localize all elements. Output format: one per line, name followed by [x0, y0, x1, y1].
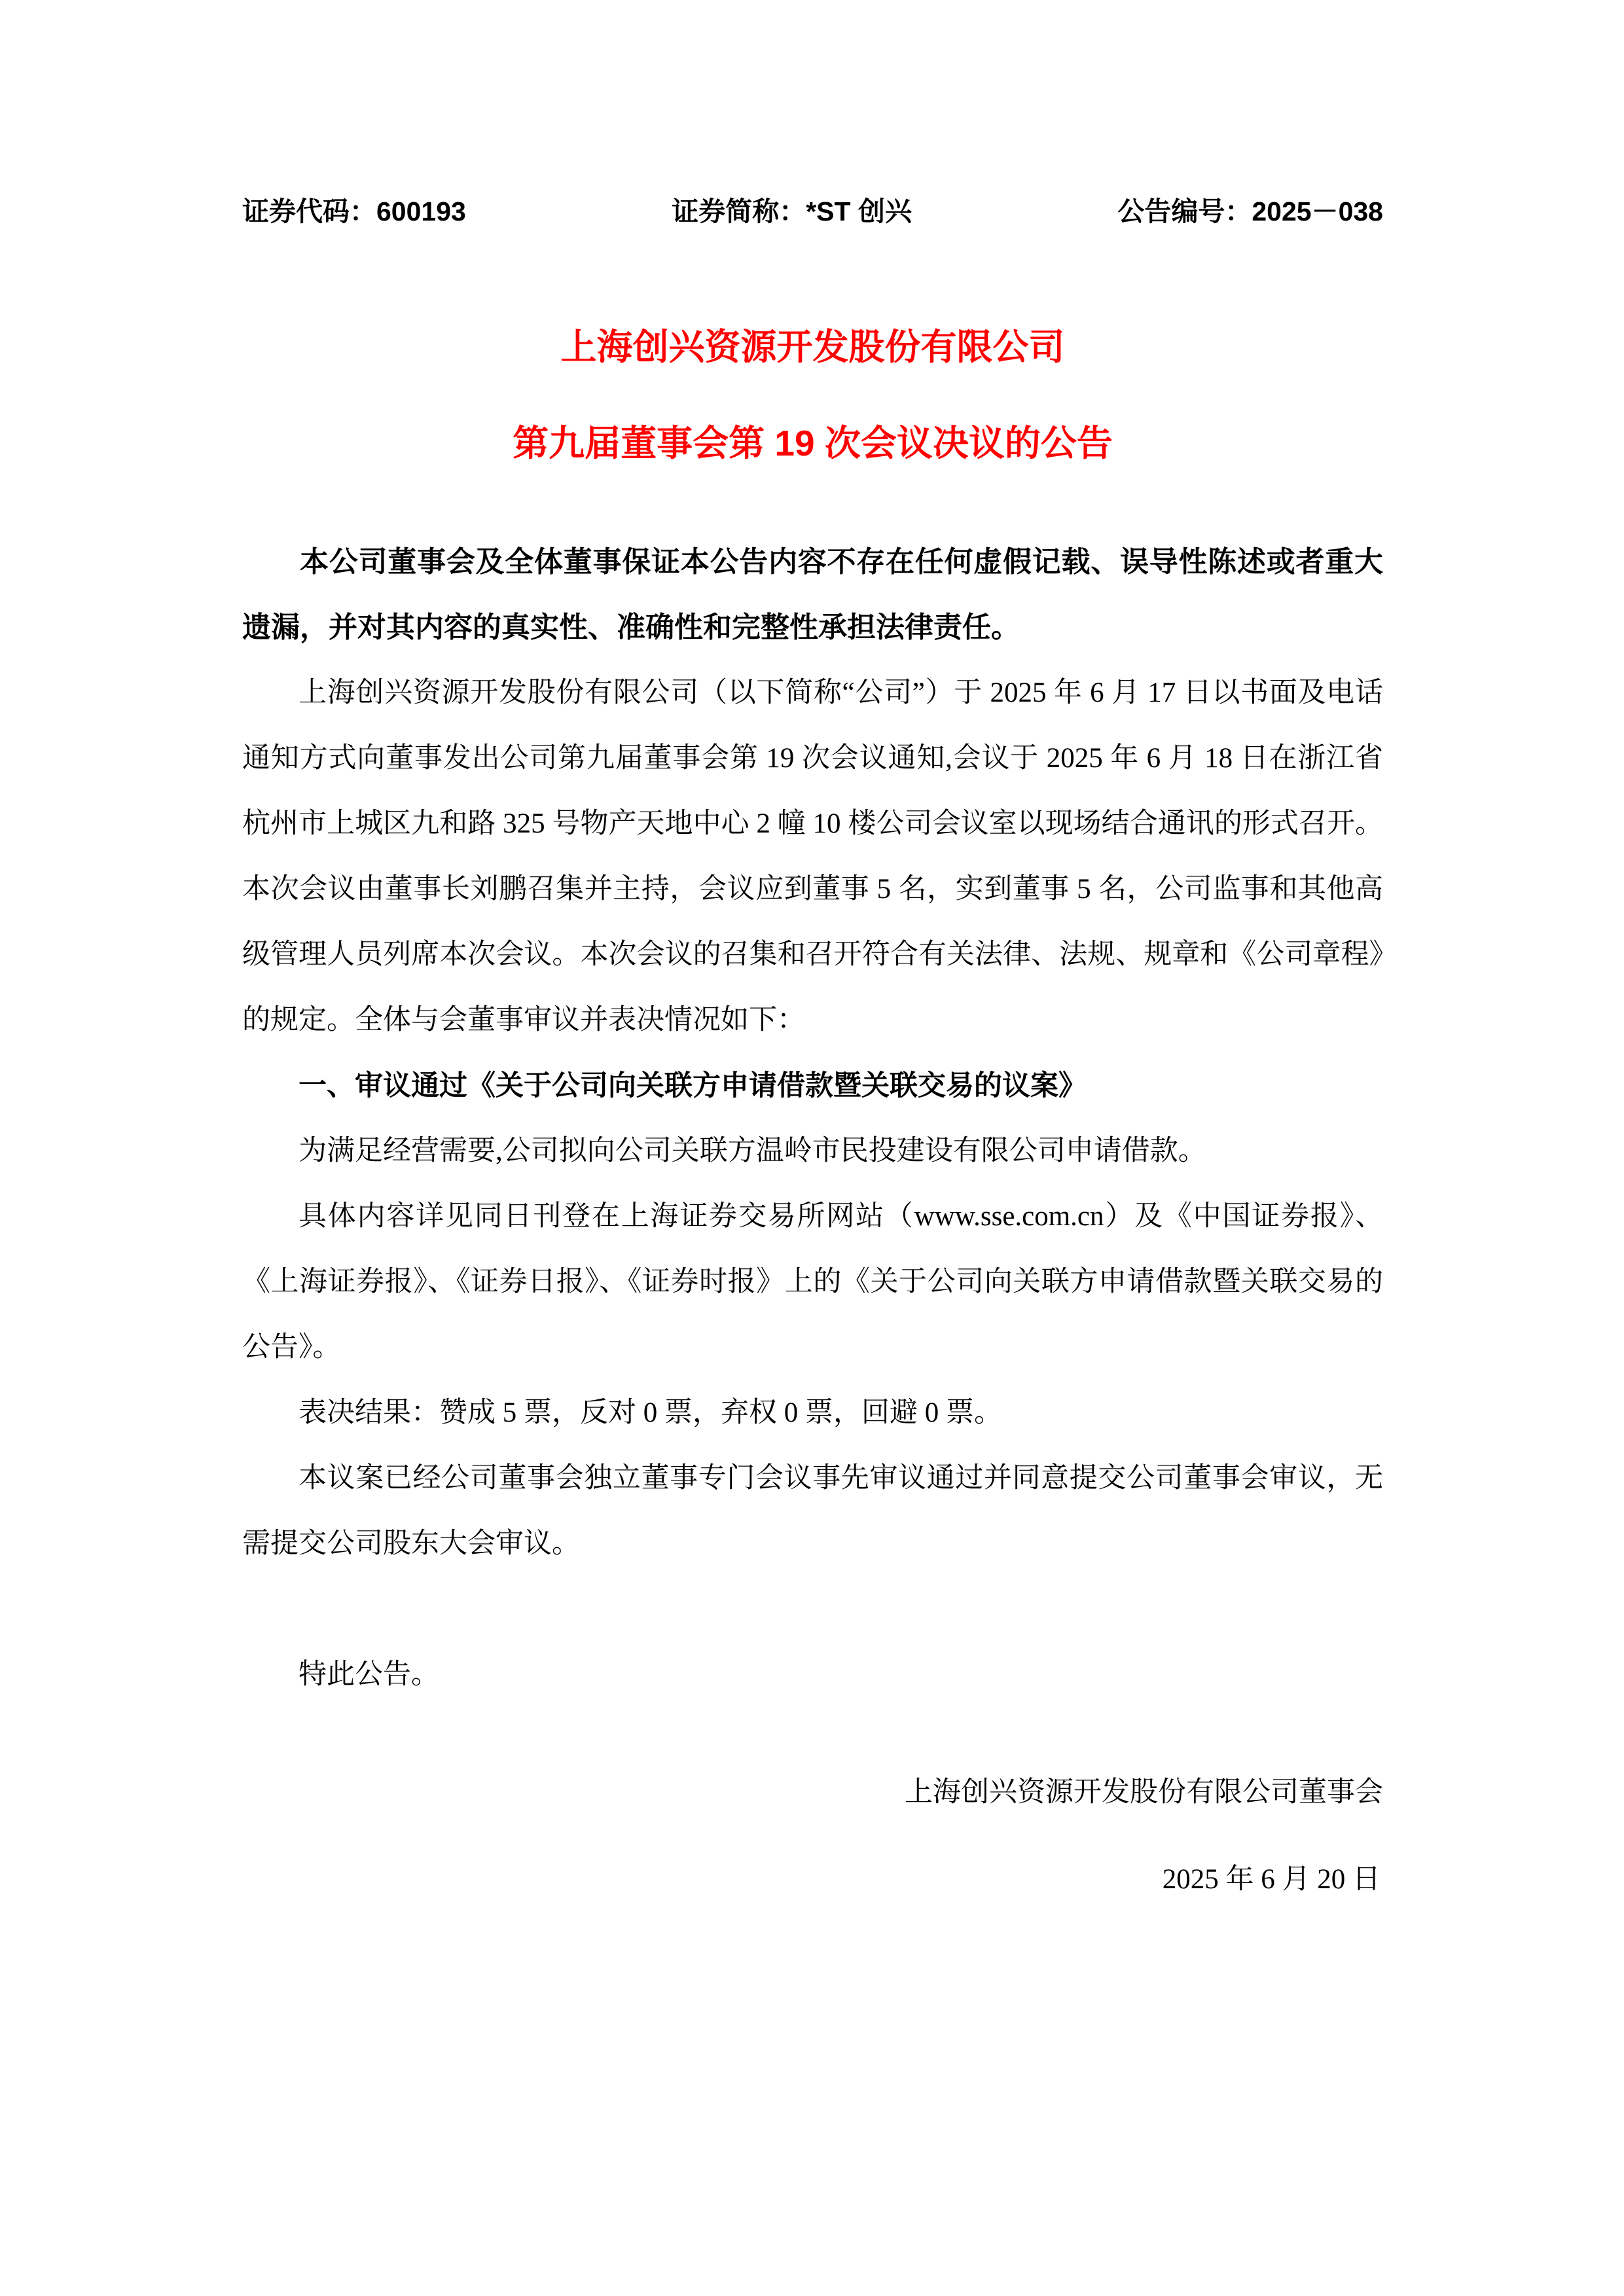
- title-meeting-line: 第九届董事会第 19 次会议决议的公告: [513, 423, 1113, 464]
- resolution-1-disclosure-paragraph: 具体内容详见同日刊登在上海证券交易所网站（www.sse.com.cn）及《中国证券报》、《上海证券报》、《证券日报》、《证券时报》上的《关于公司向关联方申请借款暨关联交易的公告》。: [242, 1201, 1383, 1363]
- closing-line: 特此公告。: [298, 1659, 439, 1691]
- doc-header: [242, 195, 1383, 228]
- meeting-notice-paragraph: 上海创兴资源开发股份有限公司（以下简称“公司”）于 2025 年 6 月 17 日以书面及电话通知方式向董事发出公司第九届董事会第 19 次会议通知,会议于 2025 年 6 月 18 日在浙江省杭州市上城区九和路 325 号物产天地中心 2 幢 10 楼公司会议室以现场结合通讯的形式召开。本次会议由董事长刘鹏召集并主持，会议应到董事 5 名，实到董事 5 名，公司监事和其他高级管理人员列席本次会议。本次会议的召集和召开符合有关法律、法规、规章和《公司章程》的规定。全体与会董事审议并表决情况如下：: [242, 677, 1383, 1036]
- vote-result-line: 表决结果：赞成 5 票，反对 0 票，弃权 0 票，回避 0 票。: [298, 1397, 1002, 1429]
- announcement-number: 公告编号：2025－038: [1117, 196, 1383, 226]
- disclaimer-paragraph: 本公司董事会及全体董事保证本公告内容不存在任何虚假记载、误导性陈述或者重大遗漏，并对其内容的真实性、准确性和完整性承担法律责任。: [242, 546, 1383, 644]
- title-company-line: 上海创兴资源开发股份有限公司: [560, 327, 1065, 368]
- stock-abbreviation: 证券简称：*ST 创兴: [672, 196, 912, 226]
- signature-date: 2025 年 6 月 20 日: [1162, 1864, 1380, 1895]
- prior-review-paragraph: 本议案已经公司董事会独立董事专门会议事先审议通过并同意提交公司董事会审议，无需提交公司股东大会审议。: [242, 1463, 1383, 1560]
- announcement-title: [242, 325, 1383, 465]
- resolution-1-purpose-paragraph: 为满足经营需要,公司拟向公司关联方温岭市民投建设有限公司申请借款。: [298, 1136, 1206, 1167]
- stock-code: 证券代码：600193: [242, 196, 466, 226]
- signature-company: 上海创兴资源开发股份有限公司董事会: [905, 1777, 1383, 1808]
- resolution-1-heading: 一、审议通过《关于公司向关联方申请借款暨关联交易的议案》: [298, 1070, 1087, 1102]
